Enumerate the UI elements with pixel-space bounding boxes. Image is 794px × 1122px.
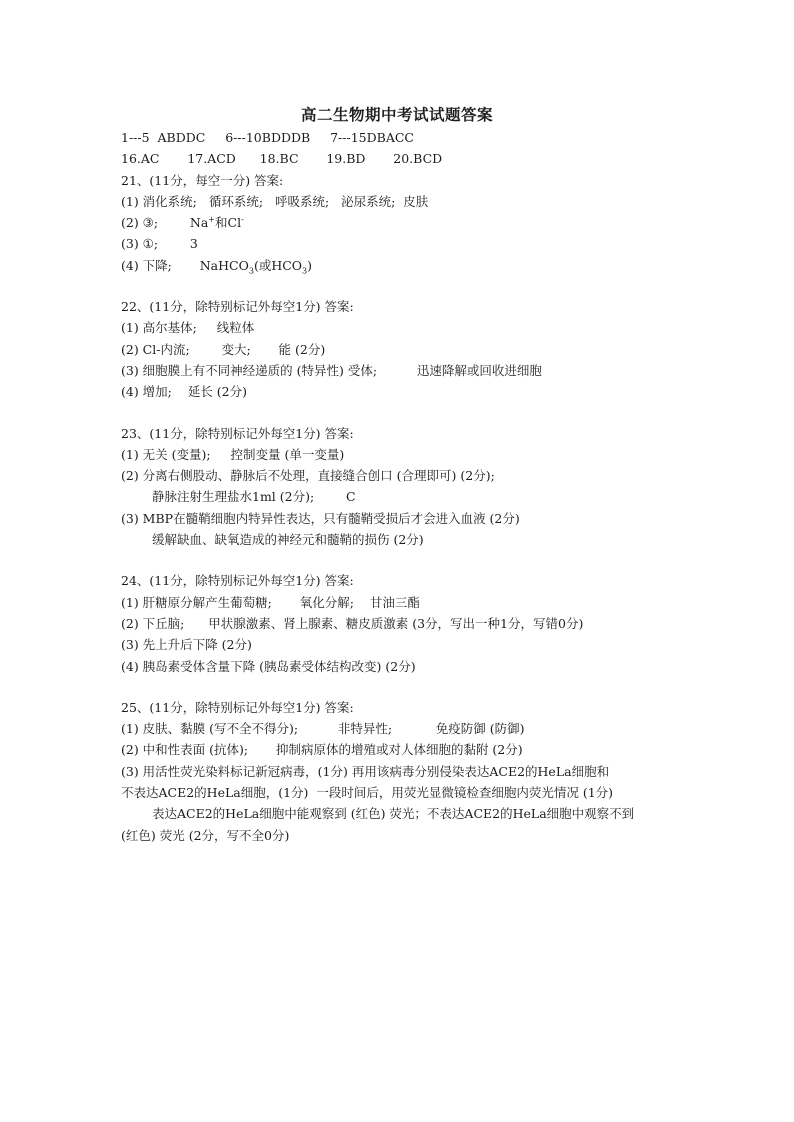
q22-header: 22、(11分，除特别标记外每空1分) 答案: bbox=[121, 299, 354, 315]
q21-2-minus: - bbox=[241, 215, 244, 225]
q21-line-1 bbox=[121, 191, 721, 212]
q23-line-2: (2) 分离右侧股动、静脉后不处理，直接缝合创口 (合理即可) (2分); bbox=[121, 468, 495, 484]
q21-1c: 呼吸系统; bbox=[274, 193, 330, 209]
q25-1c: 免疫防御 (防御) bbox=[435, 721, 525, 737]
q22-2c: 能 (2分) bbox=[278, 341, 326, 357]
q24-2a: (2) 下丘脑; bbox=[121, 615, 185, 631]
q21-line-4 bbox=[121, 255, 721, 276]
q23-1b: 控制变量 (单一变量) bbox=[230, 446, 345, 462]
q22-2b: 变大; bbox=[221, 341, 251, 357]
mc-16: 16.AC bbox=[121, 151, 160, 167]
mc-20: 20.BCD bbox=[393, 151, 443, 167]
q23-3b: C bbox=[346, 489, 356, 505]
q21-1d: 泌尿系统; bbox=[341, 193, 396, 209]
q21-1b: 循环系统; bbox=[208, 193, 264, 209]
q21-1e: 皮肤 bbox=[403, 193, 429, 209]
q24-line-1 bbox=[121, 592, 721, 613]
q22-2a: (2) Cl-内流; bbox=[121, 341, 190, 357]
q22-4b: 延长 (2分) bbox=[187, 384, 247, 400]
q21-3a: (3) ①; bbox=[121, 236, 159, 252]
q22-line-2 bbox=[121, 339, 721, 360]
mc-row-2 bbox=[121, 148, 721, 169]
q23-1a: (1) 无关 (变量); bbox=[121, 446, 211, 462]
q22-3a: (3) 细胞膜上有不同神经递质的 (特异性) 受体; bbox=[121, 362, 378, 378]
q23-3a: 静脉注射生理盐水1ml (2分); bbox=[152, 489, 315, 505]
q23-line-5: 缓解缺血、缺氧造成的神经元和髓鞘的损伤 (2分) bbox=[152, 532, 424, 548]
q25-2a: (2) 中和性表面 (抗体); bbox=[121, 742, 249, 758]
q21-4b5: ) bbox=[307, 257, 313, 273]
q21-3b: 3 bbox=[189, 236, 198, 252]
q25-line-4: 不表达ACE2的HeLa细胞，(1分) 一段时间后，用荧光显微镜检查细胞内荧光情况 (1分) bbox=[121, 785, 614, 801]
mc-11-15: 7---15DBACC bbox=[330, 130, 414, 145]
q23-line-1 bbox=[121, 444, 721, 465]
q24-2b: 甲状腺激素、肾上腺素、糖皮质激素 (3分，写出一种1分，写错0分) bbox=[208, 615, 584, 631]
q24-1a: (1) 肝糖原分解产生葡萄糖; bbox=[121, 594, 272, 610]
mc-1-5: 1---5 ABDDC bbox=[121, 130, 206, 145]
q25-1a: (1) 皮肤、黏膜 (写不全不得分); bbox=[121, 721, 299, 737]
q22-line-4 bbox=[121, 381, 721, 402]
q24-line-2 bbox=[121, 613, 721, 634]
q23-line-4: (3) MBP在髓鞘细胞内特异性表达，只有髓鞘受损后才会进入血液 (2分) bbox=[121, 510, 520, 526]
spacer bbox=[121, 550, 721, 570]
mc-17: 17.ACD bbox=[187, 151, 236, 167]
q25-1b: 非特异性; bbox=[337, 721, 393, 737]
q21-line-2 bbox=[121, 212, 721, 233]
q22-1a: (1) 高尔基体; bbox=[121, 320, 197, 336]
q25-line-1 bbox=[121, 718, 721, 739]
q21-4a: (4) 下降; bbox=[121, 257, 172, 273]
spacer bbox=[121, 403, 721, 423]
mc-19: 19.BD bbox=[326, 151, 366, 167]
spacer bbox=[121, 276, 721, 296]
q24-line-3: (3) 先上升后下降 (2分) bbox=[121, 637, 252, 653]
q21-2-plus: + bbox=[208, 215, 215, 225]
mc-6-10: 6---10BDDDB bbox=[225, 130, 311, 145]
q21-4b3: (或HCO bbox=[253, 257, 303, 273]
spacer bbox=[121, 677, 721, 697]
q22-4a: (4) 增加; bbox=[121, 384, 172, 400]
q24-header: 24、(11分，除特别标记外每空1分) 答案: bbox=[121, 573, 354, 589]
q25-2b: 抑制病原体的增殖或对人体细胞的黏附 (2分) bbox=[275, 742, 523, 758]
answer-lines bbox=[121, 127, 721, 846]
mc-18: 18.BC bbox=[259, 151, 299, 167]
q24-1b: 氧化分解; bbox=[299, 594, 354, 610]
q21-header: 21、(11分，每空一分) 答案: bbox=[121, 172, 284, 188]
page-title: 高二生物期中考试试题答案 bbox=[300, 105, 493, 124]
q25-line-2 bbox=[121, 739, 721, 760]
q23-line-3 bbox=[121, 486, 721, 507]
q21-line-3 bbox=[121, 233, 721, 254]
q21-2-cl: 和Cl bbox=[215, 215, 242, 231]
q21-4b4: 3 bbox=[302, 266, 308, 276]
q21-2a: (2) ③; bbox=[121, 215, 159, 231]
q21-4b2: 3 bbox=[248, 266, 254, 276]
q24-line-4: (4) 胰岛素受体含量下降 (胰岛素受体结构改变) (2分) bbox=[121, 658, 416, 674]
q22-line-1 bbox=[121, 317, 721, 338]
q22-3b: 迅速降解或回收进细胞 bbox=[416, 362, 542, 378]
q24-1c: 甘油三酯 bbox=[369, 594, 420, 610]
q22-line-3 bbox=[121, 360, 721, 381]
q25-header: 25、(11分，除特别标记外每空1分) 答案: bbox=[121, 699, 354, 715]
q25-line-6: (红色) 荧光 (2分，写不全0分) bbox=[121, 827, 290, 843]
q21-1a: (1) 消化系统; bbox=[121, 193, 197, 209]
mc-row-1 bbox=[121, 127, 721, 148]
q23-header: 23、(11分，除特别标记外每空1分) 答案: bbox=[121, 425, 354, 441]
q25-line-5: 表达ACE2的HeLa细胞中能观察到 (红色) 荧光；不表达ACE2的HeLa细胞中观察不到 bbox=[152, 806, 635, 822]
q21-4b1: NaHCO bbox=[199, 257, 249, 273]
q22-1b: 线粒体 bbox=[216, 320, 255, 336]
q25-line-3: (3) 用活性荧光染料标记新冠病毒，(1分) 再用该病毒分别侵染表达ACE2的HeLa细胞和 bbox=[121, 763, 610, 779]
q21-2-na: Na bbox=[189, 215, 209, 231]
